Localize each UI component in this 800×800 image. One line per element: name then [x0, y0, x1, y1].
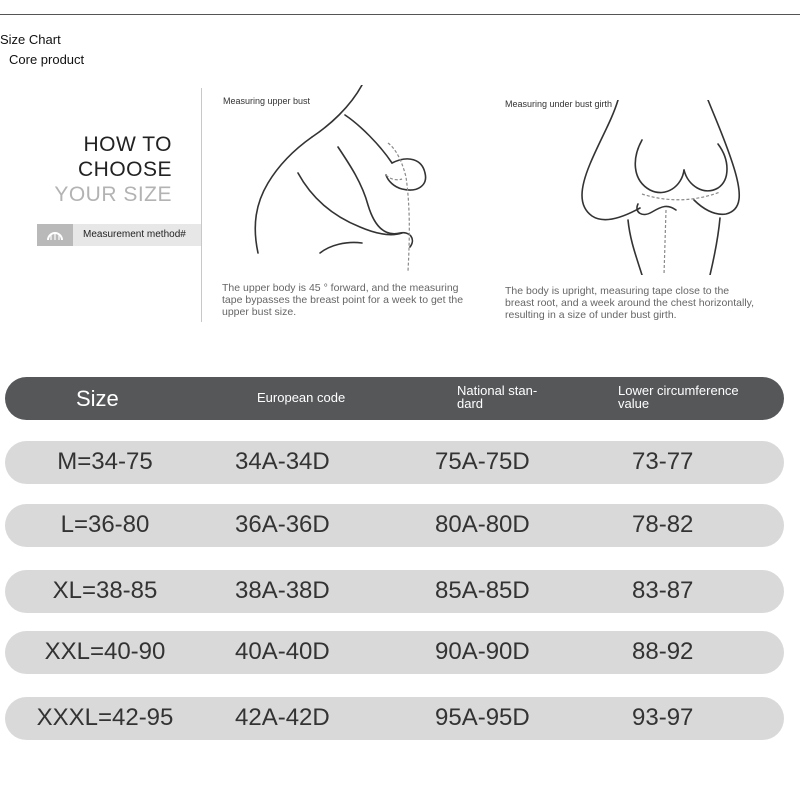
table-row: [5, 631, 784, 674]
top-divider: [0, 14, 800, 15]
column-header-european: European code: [257, 390, 346, 405]
size-table-header: [5, 377, 784, 420]
national-header-line-1: National stan-: [457, 383, 538, 398]
upper-desc-line-2: tape bypasses the breast point for a week to get the: [222, 294, 464, 306]
cell-national: 80A-80D: [435, 511, 530, 538]
cell-lower: 93-97: [632, 704, 694, 731]
cell-european: 34A-34D: [235, 448, 330, 475]
upper-bust-caption: Measuring upper bust: [223, 96, 311, 106]
page-subtitle: Core product: [9, 52, 85, 67]
cell-national: 75A-75D: [435, 448, 530, 475]
measuring-tape-icon: [37, 224, 73, 246]
column-header-lower: [618, 384, 778, 410]
measurement-method-label: [37, 224, 202, 246]
heading-line-3: YOUR SIZE: [54, 183, 172, 206]
cell-european: 42A-42D: [235, 704, 330, 731]
cell-size: XXL=40-90: [44, 638, 166, 665]
cell-size: XXXL=42-95: [36, 704, 174, 731]
table-row: [5, 504, 784, 547]
table-row: [5, 441, 784, 484]
under-desc-line-1: The body is upright, measuring tape close to the: [505, 285, 730, 297]
heading-line-1: HOW TO: [83, 133, 172, 156]
upper-bust-description: [222, 282, 463, 318]
table-row: [5, 697, 784, 740]
column-header-size: Size: [76, 386, 119, 411]
guide-divider: [201, 88, 202, 322]
how-to-heading: [54, 132, 172, 207]
cell-national: 85A-85D: [435, 577, 530, 604]
lower-header-line-2: value: [618, 396, 650, 411]
under-bust-caption: Measuring under bust girth: [505, 99, 613, 109]
upper-desc-line-3: upper bust size.: [222, 306, 297, 318]
cell-size: L=36-80: [60, 511, 150, 538]
under-desc-line-3: resulting in a size of under bust girth.: [505, 309, 677, 321]
cell-size: XL=38-85: [52, 577, 158, 604]
under-bust-description: [505, 285, 754, 321]
cell-european: 36A-36D: [235, 511, 330, 538]
cell-size: M=34-75: [57, 448, 153, 475]
cell-lower: 88-92: [632, 638, 694, 665]
cell-national: 95A-95D: [435, 704, 530, 731]
under-desc-line-2: breast root, and a week around the chest horizontally,: [505, 297, 755, 309]
cell-lower: 73-77: [632, 448, 694, 475]
heading-line-2: CHOOSE: [77, 158, 172, 181]
table-row: [5, 570, 784, 613]
national-header-line-2: dard: [457, 396, 484, 411]
cell-european: 40A-40D: [235, 638, 330, 665]
method-text: Measurement method#: [83, 229, 186, 240]
cell-european: 38A-38D: [235, 577, 330, 604]
page-title: Size Chart: [0, 32, 61, 47]
cell-national: 90A-90D: [435, 638, 530, 665]
column-header-national: [457, 384, 577, 410]
cell-lower: 83-87: [632, 577, 694, 604]
lower-header-line-1: Lower circumference: [618, 383, 739, 398]
under-bust-figure: [570, 100, 760, 275]
upper-desc-line-1: The upper body is 45 ° forward, and the measuring: [222, 282, 459, 294]
upper-bust-figure: [250, 85, 450, 275]
cell-lower: 78-82: [632, 511, 694, 538]
